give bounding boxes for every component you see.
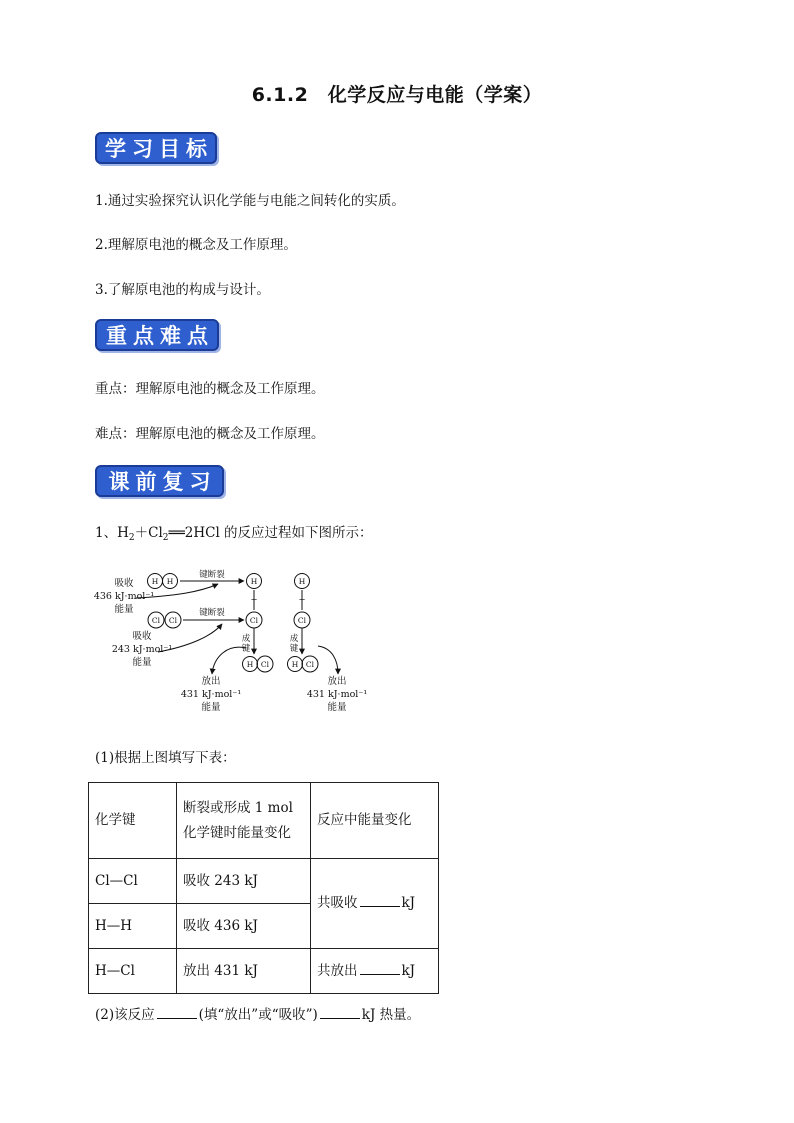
header-bond: 化学键 [89,783,177,859]
label-release-431-2: 431 kJ·mol⁻¹ [306,689,368,700]
label-absorb-436: 436 kJ·mol⁻¹ [93,591,155,602]
absorb-total-label: 共吸收 [317,895,358,911]
label-form-1a: 成 [241,634,251,644]
cell-bond-hh: H—H [89,904,177,949]
release-total-blank[interactable] [360,962,400,975]
page-title: 6.1.2 化学反应与电能（学案） [251,84,543,106]
label-cl: Cl [297,616,307,625]
table-row [89,949,439,994]
q1-sub-1: 2 [128,533,135,543]
label-release-431-1: 431 kJ·mol⁻¹ [180,689,242,700]
difficult-point: 难点：理解原电池的概念及工作原理。 [95,426,325,442]
label-plus-2: + [298,595,306,605]
label-cl: Cl [305,660,315,669]
label-h: H [246,660,254,669]
key-point: 重点：理解原电池的概念及工作原理。 [95,381,325,397]
energy-table [88,782,439,994]
cell-change-hcl: 放出 431 kJ [177,949,311,994]
part-2-a: (2)该反应 [95,1007,155,1023]
cell-change-clcl: 吸收 243 kJ [177,859,311,904]
release-total-label: 共放出 [317,962,358,979]
q1-mid: ＋Cl [134,525,163,541]
label-cl: Cl [260,660,270,669]
part-2-blank-2[interactable] [320,1006,360,1019]
objective-item-2: 2.理解原电池的概念及工作原理。 [95,237,297,253]
key-points-label: 重点难点 [106,324,214,348]
cell-bond-hcl: H—Cl [89,949,177,994]
label-cl: Cl [168,616,178,625]
arrow-release-2 [318,646,338,674]
cell-absorb-total [311,859,439,949]
part-1-instruction: (1)根据上图填写下表： [95,750,236,766]
label-cl: Cl [151,616,161,625]
absorb-total-blank[interactable] [360,894,400,907]
part-2-b: (填“放出”或“吸收”) [198,1007,318,1023]
label-h: H [250,577,258,586]
table-header-row [89,783,439,859]
label-h: H [166,577,174,586]
label-h: H [151,577,159,586]
label-plus-1: + [250,595,258,605]
cell-change-hh: 吸收 436 kJ [177,904,311,949]
label-form-2b: 键 [289,644,299,654]
part-2-blank-1[interactable] [157,1006,197,1019]
label-h: H [298,577,306,586]
label-energy-3: 能量 [201,702,221,713]
label-energy-1: 能量 [114,604,134,615]
label-energy-2: 能量 [132,657,152,668]
label-form-2a: 成 [289,634,299,644]
cell-release-total [311,949,439,994]
q1-prefix: 1、H [95,525,129,541]
label-cl: Cl [249,616,259,625]
header-reaction-energy: 反应中能量变化 [311,783,439,859]
header-energy-change-line-1: 断裂或形成 1 mol [183,799,293,816]
objective-item-1: 1.通过实验探究认识化学能与电能之间转化的实质。 [95,193,405,209]
cell-bond-clcl: Cl—Cl [89,859,177,904]
label-release-1: 放出 [201,676,221,687]
absorb-total-unit: kJ [401,895,416,911]
label-release-2: 放出 [327,676,347,687]
objective-item-3: 3.了解原电池的构成与设计。 [95,282,270,298]
label-form-1b: 键 [241,644,251,654]
label-bond-break-1: 键断裂 [199,570,225,580]
label-h: H [291,660,299,669]
label-absorb-243: 243 kJ·mol⁻¹ [111,644,173,655]
label-absorb-2: 吸收 [132,631,152,642]
header-energy-change-line-2: 化学键时能量变化 [183,824,291,841]
q1-sub-2: 2 [162,533,169,543]
review-label: 课前复习 [108,470,217,494]
objectives-label: 学习目标 [105,137,213,161]
q1-suffix: ══2HCl 的反应过程如下图所示： [168,525,373,541]
release-total-unit: kJ [401,962,416,979]
header-energy-change [177,783,311,859]
label-energy-4: 能量 [327,702,347,713]
label-absorb-1: 吸收 [114,578,134,589]
part-2-question [95,1003,420,1023]
part-2-c: kJ 热量。 [361,1007,421,1023]
label-bond-break-2: 键断裂 [199,608,225,618]
table-row [89,859,439,904]
